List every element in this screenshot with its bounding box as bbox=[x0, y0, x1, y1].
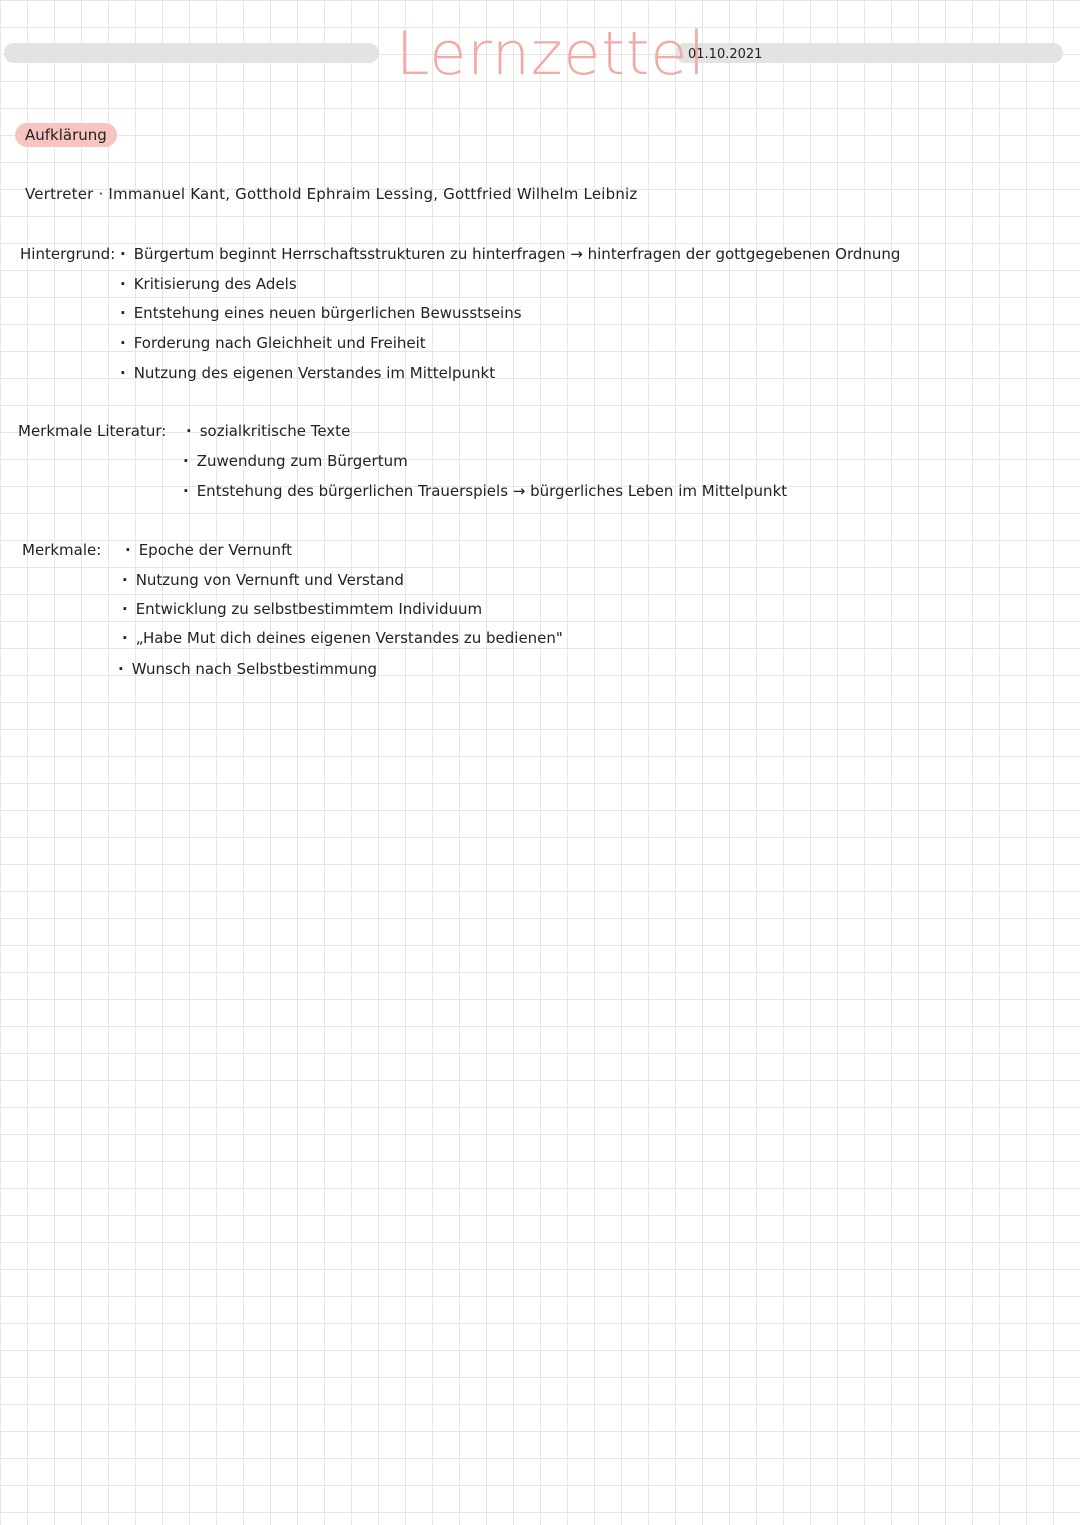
literatur-item: · Zuwendung zum Bürgertum bbox=[183, 451, 408, 471]
merkmale-label: Merkmale: bbox=[22, 541, 102, 559]
hintergrund-item: · Kritisierung des Adels bbox=[120, 274, 297, 294]
literatur-item: · Entstehung des bürgerlichen Trauerspiels → bürgerliches Leben im Mittelpunkt bbox=[183, 481, 787, 501]
hintergrund-item: · Forderung nach Gleichheit und Freiheit bbox=[120, 333, 426, 353]
page-date: 01.10.2021 bbox=[688, 47, 763, 62]
hintergrund-item: · Bürgertum beginnt Herrschaftsstrukturen zu hinterfragen → hinterfragen der gottgegebenen Ordnung bbox=[120, 244, 900, 264]
hintergrund-label: Hintergrund: bbox=[20, 245, 116, 263]
merkmale-item: · Nutzung von Vernunft und Verstand bbox=[122, 570, 404, 590]
topic-label: Aufklärung bbox=[15, 123, 117, 147]
merkmale-item: · Entwicklung zu selbstbestimmtem Individuum bbox=[122, 599, 482, 619]
merkmale-item: · Epoche der Vernunft bbox=[125, 540, 292, 560]
header-bar-left bbox=[4, 43, 379, 63]
merkmale-item: · „Habe Mut dich deines eigenen Verstandes zu bedienen" bbox=[122, 628, 563, 648]
vertreter-line: Vertreter · Immanuel Kant, Gotthold Ephraim Lessing, Gottfried Wilhelm Leibniz bbox=[25, 185, 638, 203]
merkmale-item: · Wunsch nach Selbstbestimmung bbox=[118, 659, 377, 679]
page-title: Lernzettel bbox=[396, 19, 706, 89]
literatur-label: Merkmale Literatur: bbox=[18, 422, 167, 440]
literatur-item: · sozialkritische Texte bbox=[186, 421, 350, 441]
hintergrund-item: · Nutzung des eigenen Verstandes im Mittelpunkt bbox=[120, 363, 495, 383]
hintergrund-item: · Entstehung eines neuen bürgerlichen Bewusstseins bbox=[120, 303, 522, 323]
